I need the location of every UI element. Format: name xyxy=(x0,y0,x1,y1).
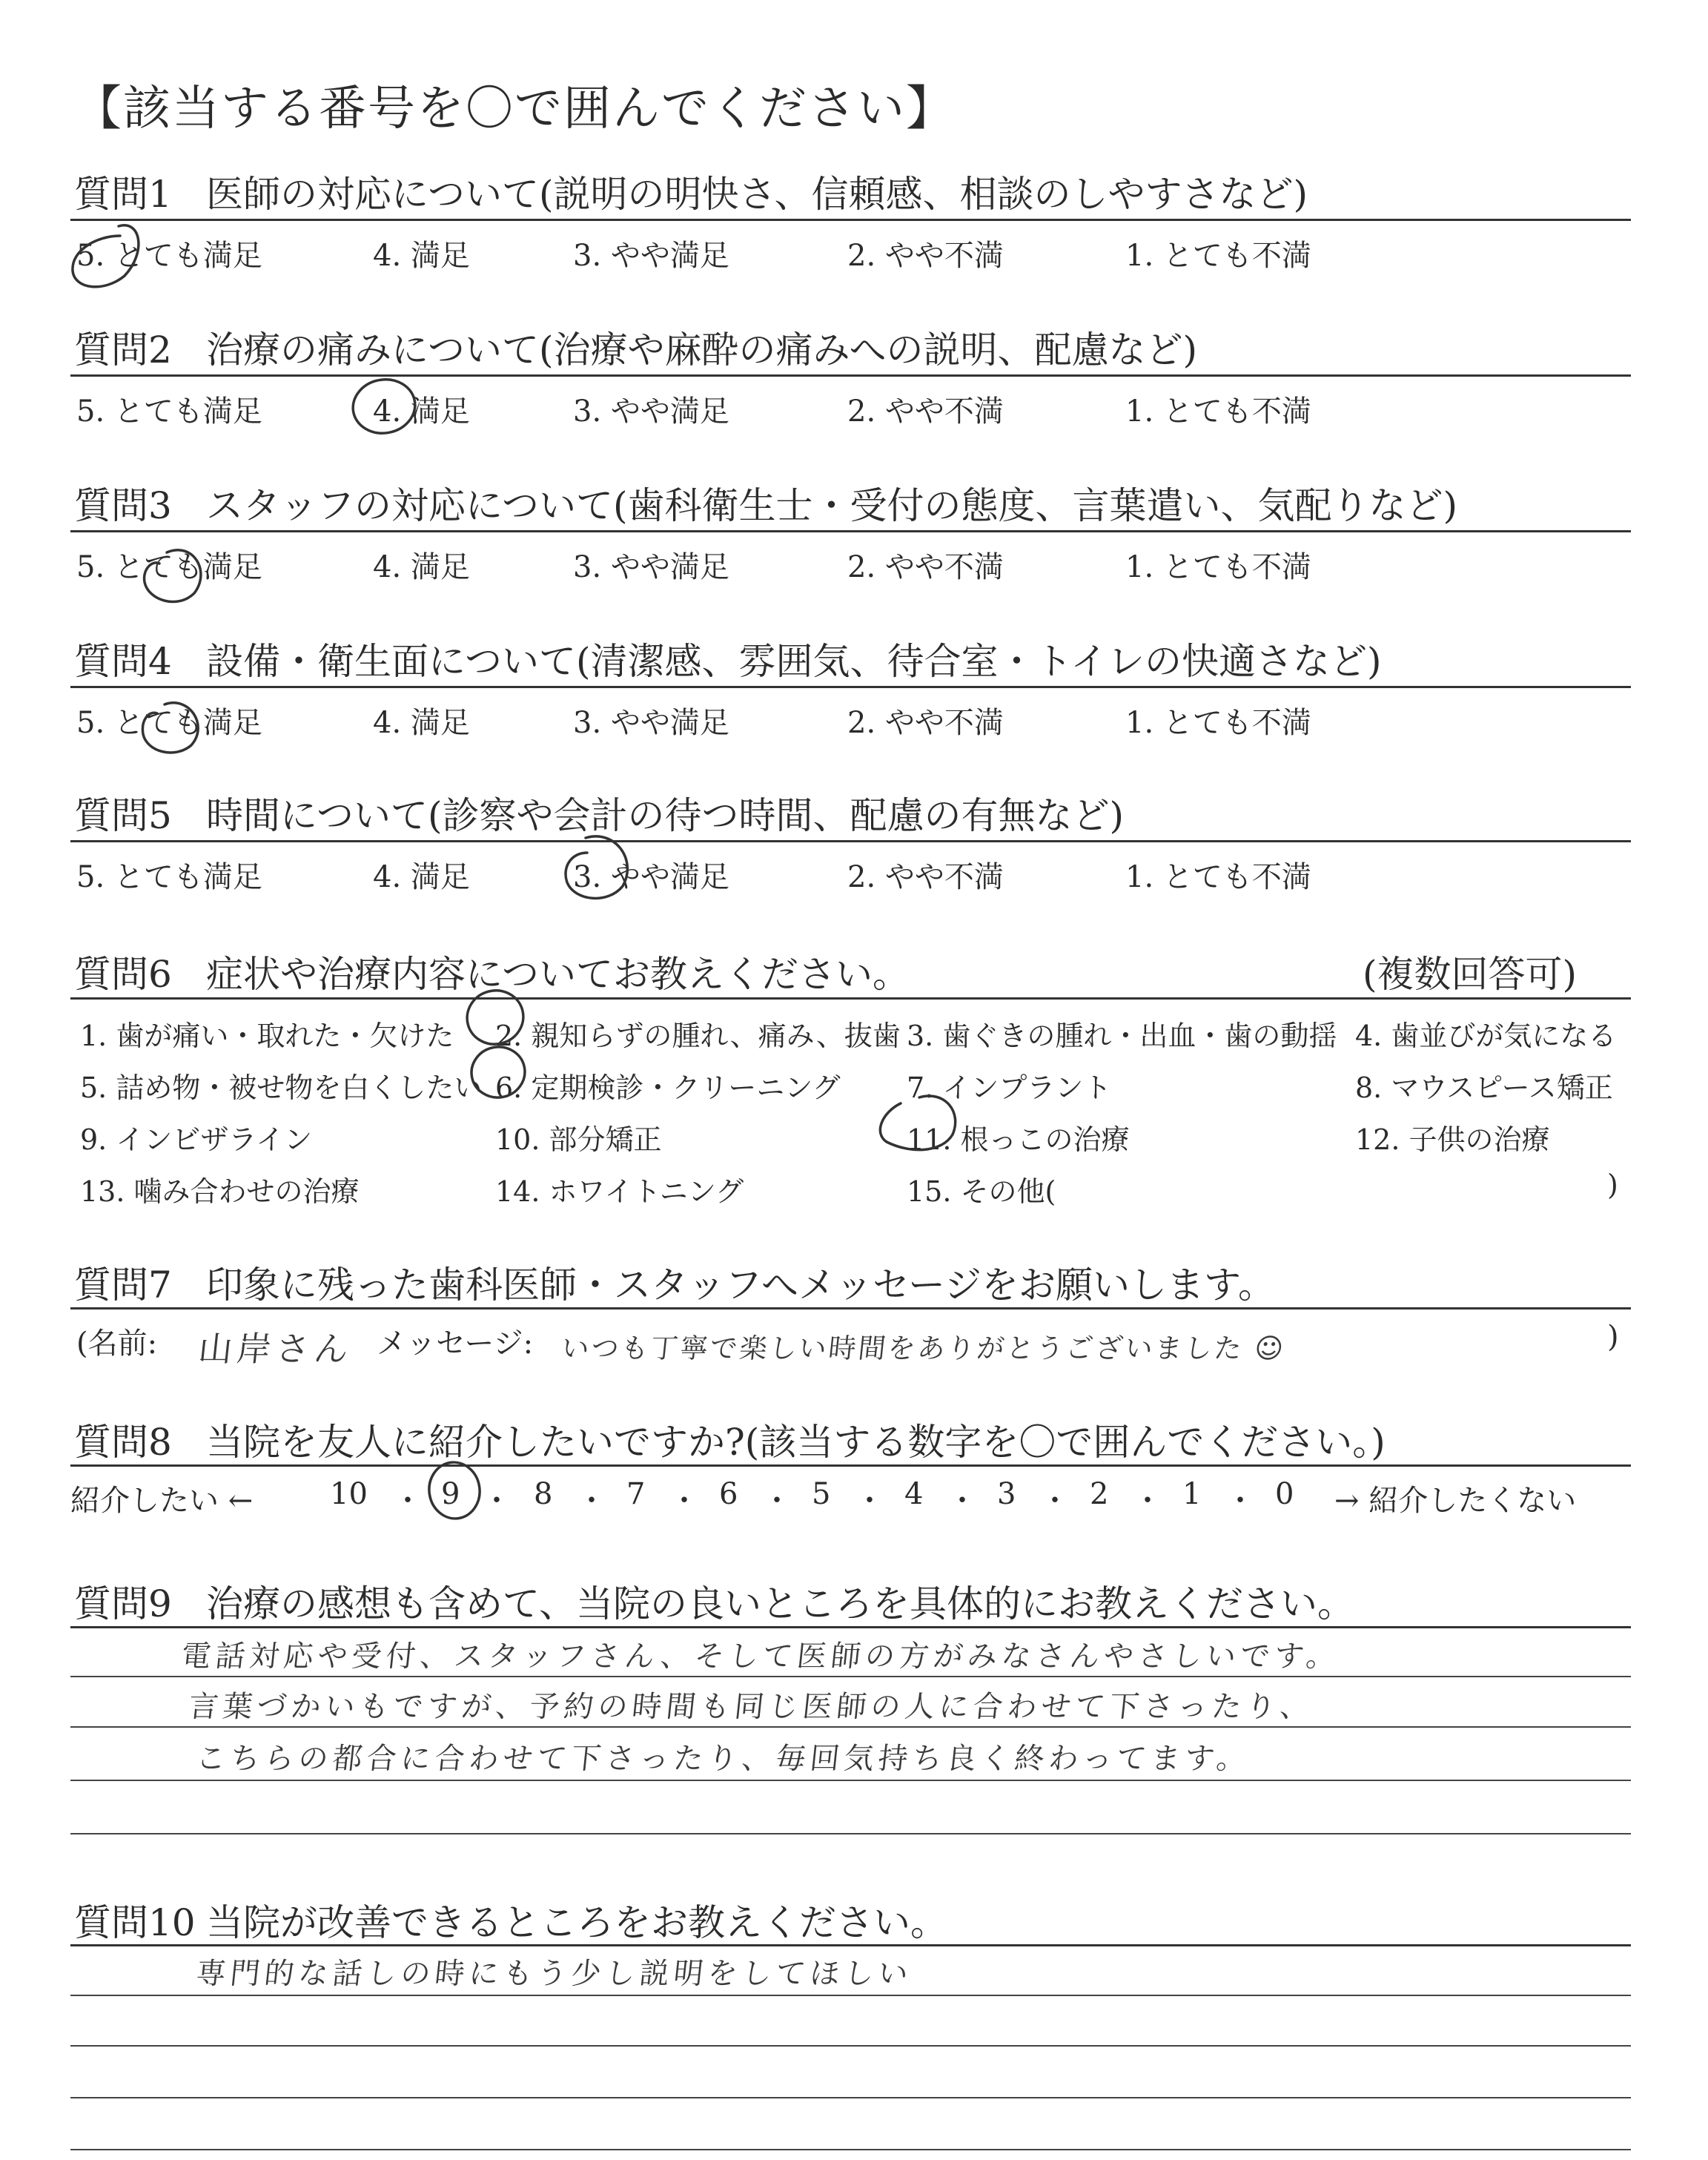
rating-option-2[interactable]: 2. やや不満 xyxy=(847,394,1004,429)
symptom-option[interactable]: 4. 歯並びが気になる xyxy=(1355,1020,1617,1052)
symptom-option-other[interactable]: 15. その他( xyxy=(907,1175,1056,1208)
rating-option-5[interactable]: 5. とても満足 xyxy=(76,706,262,740)
answer-handwritten-line: 言葉づかいもですが、予約の時間も同じ医師の人に合わせて下さったり、 xyxy=(187,1690,1317,1724)
scale-value[interactable]: 7 xyxy=(626,1477,646,1511)
other-close-paren: ) xyxy=(1607,1169,1618,1201)
question-text: 医師の対応について(説明の明快さ、信頼感、相談のしやすさなど) xyxy=(206,173,1308,216)
question-text: 当院を友人に紹介したいですか?(該当する数字を〇で囲んでください。) xyxy=(206,1421,1386,1464)
rating-option-3[interactable]: 3. やや満足 xyxy=(573,239,729,273)
scale-separator: ・ xyxy=(577,1484,606,1518)
question-label: 質問1 xyxy=(74,173,172,216)
question-text: 治療の感想も含めて、当院の良いところを具体的にお教えください。 xyxy=(206,1582,1354,1625)
rating-option-1[interactable]: 1. とても不満 xyxy=(1125,706,1311,740)
rating-option-1[interactable]: 1. とても不満 xyxy=(1125,860,1311,894)
q1-selection-circle xyxy=(73,225,139,287)
rating-option-4[interactable]: 4. 満足 xyxy=(373,860,470,894)
scale-separator: ・ xyxy=(1133,1484,1162,1518)
symptom-option[interactable]: 14. ホワイトニング xyxy=(495,1175,744,1208)
symptom-option[interactable]: 12. 子供の治療 xyxy=(1355,1123,1550,1156)
symptom-option[interactable]: 9. インビザライン xyxy=(80,1123,313,1156)
scale-separator: ・ xyxy=(947,1484,977,1518)
rating-option-5[interactable]: 5. とても満足 xyxy=(76,550,262,584)
symptom-option[interactable]: 7. インプラント xyxy=(907,1071,1112,1104)
rating-option-2[interactable]: 2. やや不満 xyxy=(847,860,1004,894)
rating-option-2[interactable]: 2. やや不満 xyxy=(847,239,1004,273)
q6-selection-circle xyxy=(880,1096,955,1150)
question-label: 質問5 xyxy=(74,794,172,837)
rating-option-4[interactable]: 4. 満足 xyxy=(373,394,470,429)
scale-value[interactable]: 10 xyxy=(330,1477,368,1511)
symptom-option[interactable]: 2. 親知らずの腫れ、痛み、抜歯 xyxy=(495,1020,901,1052)
rating-option-1[interactable]: 1. とても不満 xyxy=(1125,394,1311,429)
rating-option-3[interactable]: 3. やや満足 xyxy=(573,860,729,894)
scale-value[interactable]: 2 xyxy=(1090,1477,1109,1511)
symptom-option[interactable]: 10. 部分矯正 xyxy=(495,1123,662,1156)
q2-selection-circle xyxy=(348,374,419,437)
recommend-right-label: → 紹介したくない xyxy=(1334,1484,1577,1518)
symptom-option[interactable]: 3. 歯ぐきの腫れ・出血・歯の動揺 xyxy=(907,1020,1337,1052)
question-text: 印象に残った歯科医師・スタッフへメッセージをお願いします。 xyxy=(206,1264,1275,1307)
scale-separator: ・ xyxy=(1040,1484,1070,1518)
scale-separator: ・ xyxy=(482,1484,512,1518)
question-label: 質問10 xyxy=(74,1901,196,1944)
symptom-option[interactable]: 8. マウスピース矯正 xyxy=(1355,1071,1613,1104)
symptom-option[interactable]: 5. 詰め物・被せ物を白くしたい xyxy=(80,1071,483,1104)
scale-value[interactable]: 0 xyxy=(1275,1477,1294,1511)
message-handwritten: いつも丁寧で楽しい時間をありがとうございました ☺ xyxy=(560,1332,1288,1364)
rating-option-5[interactable]: 5. とても満足 xyxy=(76,860,262,894)
rating-option-4[interactable]: 4. 満足 xyxy=(373,239,470,273)
q6-selection-circle xyxy=(468,1043,529,1101)
page-title: 【該当する番号を〇で囲んでください】 xyxy=(74,82,955,136)
rating-option-3[interactable]: 3. やや満足 xyxy=(573,550,729,584)
name-handwritten: 山岸さん xyxy=(196,1329,355,1369)
symptom-option[interactable]: 11. 根っこの治療 xyxy=(907,1123,1130,1156)
scale-value[interactable]: 6 xyxy=(719,1477,738,1511)
question-text: 治療の痛みについて(治療や麻酔の痛みへの説明、配慮など) xyxy=(206,328,1198,371)
name-label: (名前: xyxy=(76,1327,158,1361)
q3-selection-circle xyxy=(145,550,201,602)
message-close-paren: ) xyxy=(1607,1320,1619,1354)
scale-value[interactable]: 4 xyxy=(904,1477,924,1511)
question-text: 症状や治療内容についてお教えください。 xyxy=(206,953,910,996)
rating-option-2[interactable]: 2. やや不満 xyxy=(847,706,1004,740)
scale-separator: ・ xyxy=(1225,1484,1255,1518)
question-text: 設備・衛生面について(清潔感、雰囲気、待合室・トイレの快適さなど) xyxy=(206,640,1382,683)
rating-option-1[interactable]: 1. とても不満 xyxy=(1125,239,1311,273)
scale-value[interactable]: 1 xyxy=(1182,1477,1202,1511)
answer-handwritten-line: 電話対応や受付、スタッフさん、そして医師の方がみなさんやさしいです。 xyxy=(179,1639,1343,1674)
recommend-left-label: 紹介したい ← xyxy=(70,1484,254,1518)
scale-separator: ・ xyxy=(669,1484,699,1518)
scale-separator: ・ xyxy=(855,1484,884,1518)
rating-option-5[interactable]: 5. とても満足 xyxy=(76,394,262,429)
rating-option-1[interactable]: 1. とても不満 xyxy=(1125,550,1311,584)
symptom-option[interactable]: 1. 歯が痛い・取れた・欠けた xyxy=(80,1020,454,1052)
rating-option-3[interactable]: 3. やや満足 xyxy=(573,394,729,429)
rating-option-3[interactable]: 3. やや満足 xyxy=(573,706,729,740)
scale-value[interactable]: 8 xyxy=(534,1477,553,1511)
symptom-option[interactable]: 13. 噛み合わせの治療 xyxy=(80,1175,360,1208)
question-label: 質問7 xyxy=(74,1264,172,1307)
q5-selection-circle xyxy=(566,836,627,899)
symptom-option[interactable]: 6. 定期検診・クリーニング xyxy=(495,1071,841,1104)
answer-handwritten-line: こちらの都合に合わせて下さったり、毎回気持ち良く終わってます。 xyxy=(194,1742,1253,1776)
scale-separator: ・ xyxy=(762,1484,792,1518)
question-label: 質問3 xyxy=(74,484,172,527)
question-label: 質問6 xyxy=(74,953,172,996)
scale-value[interactable]: 3 xyxy=(997,1477,1016,1511)
question-label: 質問4 xyxy=(74,640,172,683)
question-label: 質問2 xyxy=(74,328,172,371)
question-text: スタッフの対応について(歯科衛生士・受付の態度、言葉遣い、気配りなど) xyxy=(206,484,1458,527)
message-label: メッセージ: xyxy=(377,1327,534,1361)
q8-selection-circle xyxy=(426,1459,483,1522)
rating-option-2[interactable]: 2. やや不満 xyxy=(847,550,1004,584)
multiple-answer-note: (複数回答可) xyxy=(1363,953,1578,996)
scale-value[interactable]: 9 xyxy=(441,1477,460,1511)
rating-option-4[interactable]: 4. 満足 xyxy=(373,706,470,740)
answer-handwritten-line: 専門的な話しの時にもう少し説明をしてほしい xyxy=(194,1957,915,1991)
question-label: 質問9 xyxy=(74,1582,172,1625)
question-text: 時間について(診察や会計の待つ時間、配慮の有無など) xyxy=(206,794,1125,837)
rating-option-4[interactable]: 4. 満足 xyxy=(373,550,470,584)
question-label: 質問8 xyxy=(74,1421,172,1464)
scale-value[interactable]: 5 xyxy=(812,1477,831,1511)
scale-separator: ・ xyxy=(393,1484,423,1518)
question-text: 当院が改善できるところをお教えください。 xyxy=(206,1901,947,1944)
q4-selection-circle xyxy=(142,703,198,753)
q6-selection-circle xyxy=(461,984,529,1050)
rating-option-5[interactable]: 5. とても満足 xyxy=(76,239,262,273)
